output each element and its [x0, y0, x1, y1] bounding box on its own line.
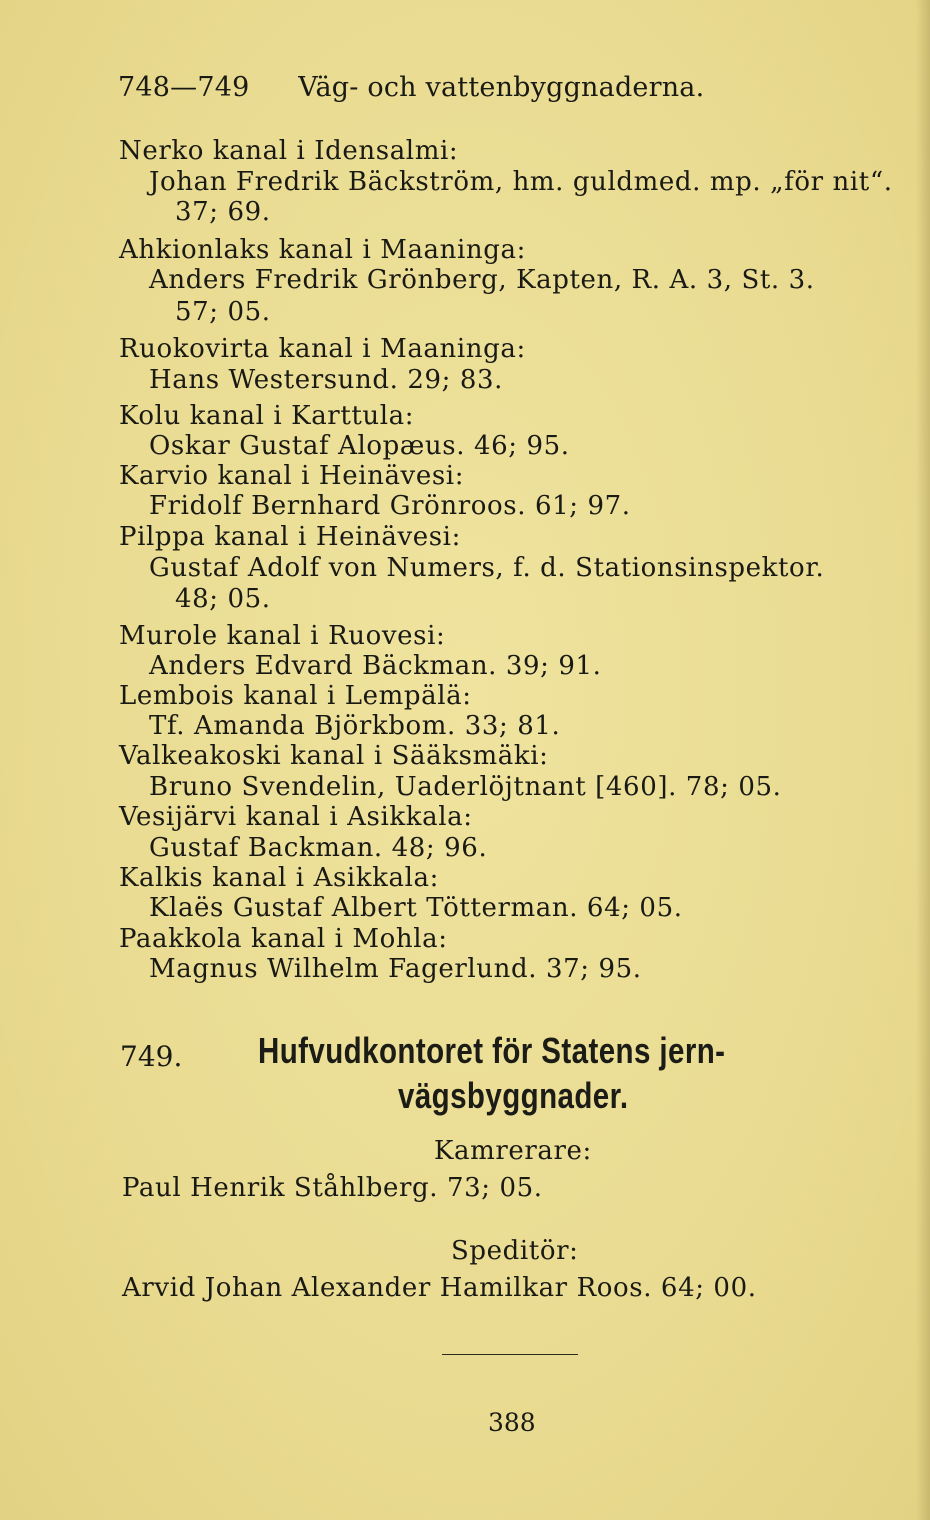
divider-rule — [442, 1354, 578, 1355]
running-header — [118, 72, 704, 103]
staff-entry: Oskar Gustaf Alopæus. 46; 95. — [149, 431, 570, 461]
section-title-line1: Hufvudkontoret för Statens jern- — [258, 1030, 726, 1071]
staff-entry: Anders Edvard Bäckman. 39; 91. — [149, 651, 602, 681]
staff-entry-cont: 57; 05. — [175, 297, 271, 327]
canal-heading: Lembois kanal i Lempälä: — [119, 681, 472, 711]
canal-heading: Murole kanal i Ruovesi: — [119, 621, 446, 651]
staff-entry: Johan Fredrik Bäckström, hm. guldmed. mp. „för nit“. — [149, 167, 893, 197]
staff-entry: Fridolf Bernhard Grönroos. 61; 97. — [149, 491, 631, 521]
canal-heading: Ruokovirta kanal i Maaninga: — [119, 334, 526, 364]
staff-entry-cont: 37; 69. — [175, 197, 271, 227]
canal-heading: Karvio kanal i Heinävesi: — [119, 461, 465, 491]
staff-entry: Paul Henrik Ståhlberg. 73; 05. — [122, 1173, 543, 1203]
role-heading: Speditör: — [451, 1236, 579, 1266]
page-number: 388 — [488, 1408, 536, 1437]
staff-entry: Magnus Wilhelm Fagerlund. 37; 95. — [149, 954, 642, 984]
canal-heading: Nerko kanal i Idensalmi: — [119, 136, 459, 166]
canal-heading: Paakkola kanal i Mohla: — [119, 924, 448, 954]
staff-entry: Gustaf Adolf von Numers, f. d. Stationsinspektor. — [149, 553, 825, 583]
canal-heading: Kolu kanal i Karttula: — [119, 401, 415, 431]
staff-entry: Bruno Svendelin, Uaderlöjtnant [460]. 78; 05. — [149, 772, 782, 802]
page-edge-shadow — [916, 0, 930, 1520]
canal-heading: Kalkis kanal i Asikkala: — [119, 863, 440, 893]
canal-heading: Pilppa kanal i Heinävesi: — [119, 522, 461, 552]
canal-heading: Ahkionlaks kanal i Maaninga: — [119, 235, 526, 265]
canal-heading: Valkeakoski kanal i Sääksmäki: — [119, 741, 549, 771]
header-page-range: 748—749 — [118, 72, 250, 103]
staff-entry: Anders Fredrik Grönberg, Kapten, R. A. 3, St. 3. — [149, 265, 815, 295]
role-heading: Kamrerare: — [434, 1136, 592, 1166]
canal-heading: Vesijärvi kanal i Asikkala: — [119, 802, 473, 832]
staff-entry: Hans Westersund. 29; 83. — [149, 365, 503, 395]
staff-entry: Tf. Amanda Björkbom. 33; 81. — [149, 711, 561, 741]
staff-entry: Gustaf Backman. 48; 96. — [149, 833, 488, 863]
section-number: 749. — [120, 1040, 183, 1073]
staff-entry: Klaës Gustaf Albert Tötterman. 64; 05. — [149, 893, 683, 923]
header-title: Väg- och vattenbyggnaderna. — [298, 72, 705, 103]
section-title-line2: vägsbyggnader. — [398, 1075, 629, 1116]
staff-entry: Arvid Johan Alexander Hamilkar Roos. 64; 00. — [122, 1273, 757, 1303]
staff-entry-cont: 48; 05. — [175, 584, 271, 614]
